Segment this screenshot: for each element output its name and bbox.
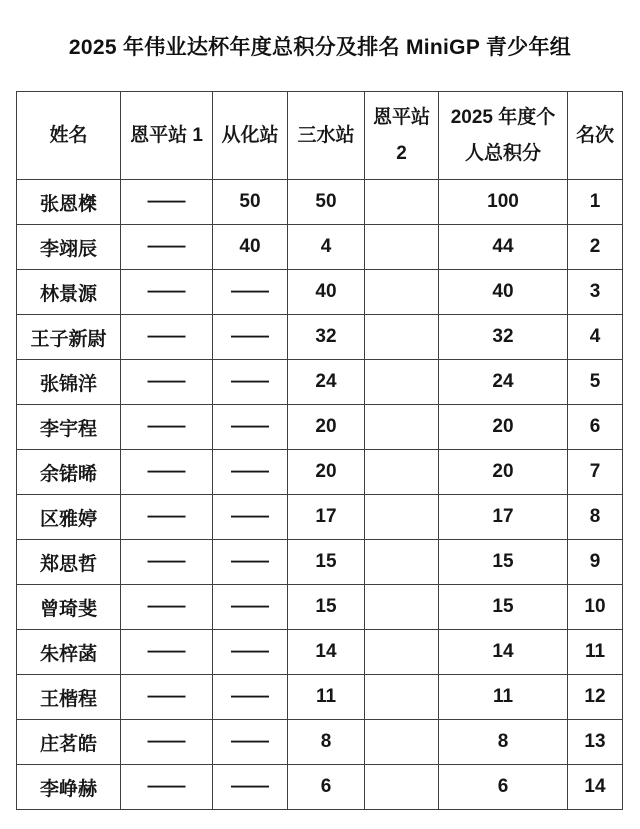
cell-total: 8	[439, 720, 568, 765]
cell-name: 林景源	[17, 270, 121, 315]
cell-enping1: ——	[121, 585, 213, 630]
cell-name: 余锘晞	[17, 450, 121, 495]
cell-enping1: ——	[121, 630, 213, 675]
cell-total: 40	[439, 270, 568, 315]
cell-name: 王子新尉	[17, 315, 121, 360]
cell-sanshui: 8	[288, 720, 365, 765]
cell-sanshui: 50	[288, 180, 365, 225]
cell-enping2	[365, 315, 439, 360]
cell-rank: 3	[568, 270, 623, 315]
cell-rank: 10	[568, 585, 623, 630]
cell-sanshui: 11	[288, 675, 365, 720]
table-row	[17, 720, 623, 765]
cell-total: 32	[439, 315, 568, 360]
cell-enping1: ——	[121, 315, 213, 360]
column-header-enping2: 恩平站 2	[365, 92, 439, 180]
cell-sanshui: 20	[288, 450, 365, 495]
cell-name: 王楷程	[17, 675, 121, 720]
cell-rank: 1	[568, 180, 623, 225]
cell-conghua: ——	[213, 585, 288, 630]
table-row	[17, 315, 623, 360]
cell-enping1: ——	[121, 360, 213, 405]
cell-sanshui: 4	[288, 225, 365, 270]
cell-conghua: 40	[213, 225, 288, 270]
cell-conghua: ——	[213, 720, 288, 765]
cell-total: 6	[439, 765, 568, 810]
cell-enping1: ——	[121, 540, 213, 585]
cell-conghua: ——	[213, 675, 288, 720]
cell-rank: 9	[568, 540, 623, 585]
column-header-name: 姓名	[17, 92, 121, 180]
cell-sanshui: 15	[288, 540, 365, 585]
cell-enping1: ——	[121, 495, 213, 540]
table-row	[17, 585, 623, 630]
table-row	[17, 270, 623, 315]
column-header-total: 2025 年度个人总积分	[439, 92, 568, 180]
cell-enping2	[365, 225, 439, 270]
cell-total: 15	[439, 540, 568, 585]
cell-conghua: ——	[213, 315, 288, 360]
table-body	[17, 180, 623, 810]
cell-name: 李翊辰	[17, 225, 121, 270]
cell-name: 曾琦斐	[17, 585, 121, 630]
cell-name: 李宇程	[17, 405, 121, 450]
cell-enping2	[365, 675, 439, 720]
column-header-sanshui: 三水站	[288, 92, 365, 180]
cell-total: 20	[439, 450, 568, 495]
table-row	[17, 225, 623, 270]
cell-conghua: 50	[213, 180, 288, 225]
table-row	[17, 180, 623, 225]
table-header	[17, 92, 623, 180]
cell-rank: 13	[568, 720, 623, 765]
page-title: 2025 年伟业达杯年度总积分及排名 MiniGP 青少年组	[68, 36, 572, 59]
cell-enping2	[365, 450, 439, 495]
cell-enping2	[365, 270, 439, 315]
table-row	[17, 495, 623, 540]
cell-rank: 7	[568, 450, 623, 495]
cell-enping2	[365, 585, 439, 630]
cell-rank: 2	[568, 225, 623, 270]
cell-rank: 11	[568, 630, 623, 675]
cell-enping1: ——	[121, 450, 213, 495]
cell-sanshui: 14	[288, 630, 365, 675]
cell-rank: 4	[568, 315, 623, 360]
table-row	[17, 540, 623, 585]
table-row	[17, 630, 623, 675]
cell-total: 15	[439, 585, 568, 630]
cell-enping1: ——	[121, 765, 213, 810]
table-row	[17, 450, 623, 495]
cell-enping1: ——	[121, 270, 213, 315]
cell-rank: 5	[568, 360, 623, 405]
cell-conghua: ——	[213, 495, 288, 540]
cell-conghua: ——	[213, 270, 288, 315]
cell-total: 24	[439, 360, 568, 405]
standings-table	[16, 91, 623, 810]
cell-enping2	[365, 180, 439, 225]
cell-enping1: ——	[121, 675, 213, 720]
cell-sanshui: 6	[288, 765, 365, 810]
cell-enping1: ——	[121, 720, 213, 765]
cell-enping2	[365, 495, 439, 540]
column-header-enping1: 恩平站 1	[121, 92, 213, 180]
header-row	[17, 92, 623, 180]
cell-enping2	[365, 630, 439, 675]
cell-enping1: ——	[121, 225, 213, 270]
table-row	[17, 765, 623, 810]
cell-sanshui: 17	[288, 495, 365, 540]
column-header-rank: 名次	[568, 92, 623, 180]
cell-conghua: ——	[213, 630, 288, 675]
cell-sanshui: 32	[288, 315, 365, 360]
cell-name: 张恩榤	[17, 180, 121, 225]
cell-total: 44	[439, 225, 568, 270]
cell-enping2	[365, 360, 439, 405]
cell-sanshui: 40	[288, 270, 365, 315]
cell-total: 11	[439, 675, 568, 720]
cell-conghua: ——	[213, 765, 288, 810]
cell-name: 郑思哲	[17, 540, 121, 585]
cell-name: 李峥赫	[17, 765, 121, 810]
table-row	[17, 675, 623, 720]
cell-total: 14	[439, 630, 568, 675]
cell-total: 17	[439, 495, 568, 540]
table-row	[17, 360, 623, 405]
cell-enping2	[365, 720, 439, 765]
cell-sanshui: 20	[288, 405, 365, 450]
cell-name: 庄茗皓	[17, 720, 121, 765]
cell-enping1: ——	[121, 405, 213, 450]
cell-enping2	[365, 405, 439, 450]
cell-enping1: ——	[121, 180, 213, 225]
cell-total: 100	[439, 180, 568, 225]
cell-rank: 12	[568, 675, 623, 720]
cell-conghua: ——	[213, 405, 288, 450]
cell-conghua: ——	[213, 360, 288, 405]
cell-name: 张锦洋	[17, 360, 121, 405]
cell-rank: 14	[568, 765, 623, 810]
table-row	[17, 405, 623, 450]
cell-sanshui: 24	[288, 360, 365, 405]
cell-enping2	[365, 540, 439, 585]
cell-conghua: ——	[213, 540, 288, 585]
cell-name: 区雅婷	[17, 495, 121, 540]
cell-name: 朱梓菡	[17, 630, 121, 675]
cell-total: 20	[439, 405, 568, 450]
cell-sanshui: 15	[288, 585, 365, 630]
cell-enping2	[365, 765, 439, 810]
cell-rank: 6	[568, 405, 623, 450]
column-header-conghua: 从化站	[213, 92, 288, 180]
cell-rank: 8	[568, 495, 623, 540]
cell-conghua: ——	[213, 450, 288, 495]
